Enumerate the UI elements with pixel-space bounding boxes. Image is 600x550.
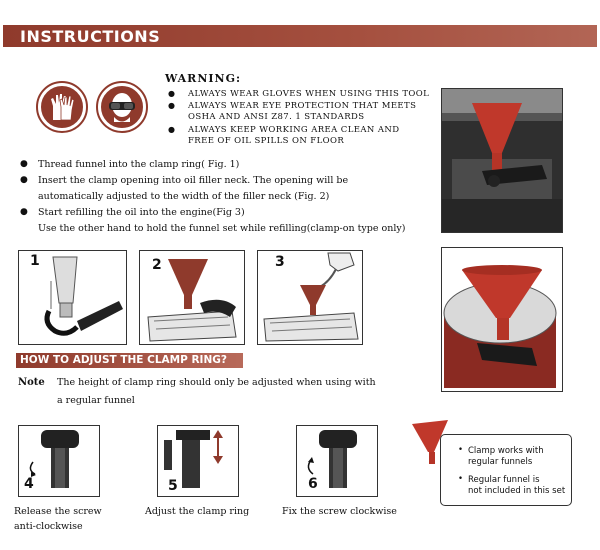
note-text: a regular funnel xyxy=(57,395,135,406)
figure-number: 4 xyxy=(24,476,34,492)
step-text: Thread funnel into the clamp ring( Fig. 1) xyxy=(38,159,240,170)
step-text: Insert the clamp opening into oil filler neck. The opening will be xyxy=(38,175,349,186)
step-text: Use the other hand to hold the funnel set while refilling(clamp-on type only) xyxy=(38,223,406,234)
caption-fix-screw: Fix the screw clockwise xyxy=(282,506,397,517)
bullet-icon: ● xyxy=(20,159,28,169)
bullet-icon: • xyxy=(458,474,464,484)
bullet-icon: • xyxy=(458,445,464,455)
figure-number: 1 xyxy=(30,253,40,269)
warning-title: WARNING: xyxy=(165,72,242,85)
info-text: not included in this set xyxy=(468,486,566,496)
figure-number: 5 xyxy=(168,478,178,494)
warning-line: FREE OF OIL SPILLS ON FLOOR xyxy=(188,136,345,146)
warning-line: ● ALWAYS WEAR GLOVES WHEN USING THIS TOOL xyxy=(188,88,429,100)
gloves-icon xyxy=(38,83,86,131)
figure-number: 3 xyxy=(275,254,285,270)
note-text: The height of clamp ring should only be adjusted when using with xyxy=(57,377,376,388)
info-text: regular funnels xyxy=(468,457,533,467)
bullet-icon: ● xyxy=(20,175,28,185)
info-text: Regular funnel is xyxy=(468,475,540,485)
photo-funnel-in-engine xyxy=(441,88,563,233)
warning-line: ● ALWAYS WEAR EYE PROTECTION THAT MEETS xyxy=(188,100,416,112)
safety-goggles-icon xyxy=(98,83,146,131)
photo-funnel-on-drum xyxy=(441,247,563,392)
step-text: Start refilling the oil into the engine(Fig 3) xyxy=(38,207,245,218)
info-text: Clamp works with xyxy=(468,446,544,456)
note-label: Note xyxy=(18,377,45,388)
figure-3 xyxy=(257,250,363,345)
step-text: automatically adjusted to the width of the filler neck (Fig. 2) xyxy=(38,191,330,202)
caption-release-screw: Release the screw xyxy=(14,506,102,517)
figure-number: 6 xyxy=(308,476,318,492)
bullet-icon: ● xyxy=(20,207,28,217)
warning-line: ● ALWAYS KEEP WORKING AREA CLEAN AND xyxy=(188,124,399,136)
warning-line: OSHA AND ANSI Z87. 1 STANDARDS xyxy=(188,112,365,122)
page-title: INSTRUCTIONS xyxy=(20,27,161,46)
figure-number: 2 xyxy=(152,257,162,273)
caption-adjust-clamp: Adjust the clamp ring xyxy=(145,506,250,517)
adjust-section-title: HOW TO ADJUST THE CLAMP RING? xyxy=(20,354,227,366)
caption-release-screw: anti-clockwise xyxy=(14,521,83,532)
